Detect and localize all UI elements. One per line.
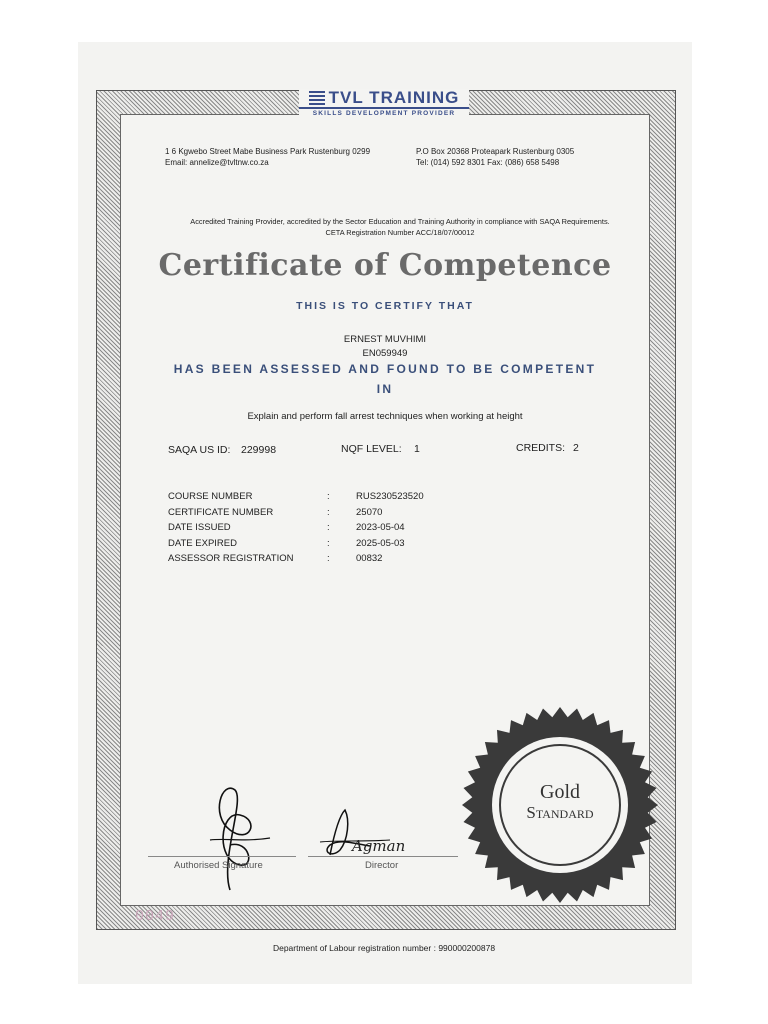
detail-separator: : — [327, 538, 330, 549]
detail-separator: : — [327, 491, 330, 502]
detail-separator: : — [327, 522, 330, 533]
footer-registration: Department of Labour registration number : 990000200878 — [272, 943, 496, 953]
detail-value: 2023-05-04 — [356, 522, 405, 533]
authorised-signature-caption: Authorised Signature — [174, 860, 263, 871]
recipient-id: EN059949 — [362, 348, 408, 359]
detail-separator: : — [327, 553, 330, 564]
director-signature-text: Agman — [352, 837, 406, 855]
phone-fax: Tel: (014) 592 8301 Fax: (086) 658 5498 — [416, 158, 560, 167]
accreditation-statement: Accredited Training Provider, accredited by the Sector Education and Training Authority in compliance with SAQA Requirements. CETA Registration Number ACC/18/07/00012 — [190, 217, 610, 237]
detail-value: 00832 — [356, 553, 383, 564]
serial-number: 0049 — [135, 908, 176, 925]
detail-row: COURSE NUMBER — [168, 491, 253, 502]
po-box: P.O Box 20368 Proteapark Rustenburg 0305 — [416, 147, 575, 156]
certificate-title: Certificate of Competence — [158, 248, 612, 283]
company-logo — [299, 89, 469, 117]
credits-label: CREDITS: — [516, 442, 566, 454]
street-address: 1 6 Kgwebo Street Mabe Business Park Rustenburg 0299 — [165, 147, 371, 156]
director-signature-line — [308, 856, 458, 857]
authorised-signature-mark — [200, 780, 280, 900]
credits-value: 2 — [573, 442, 579, 454]
unit-standard-title: Explain and perform fall arrest techniques when working at height — [247, 411, 523, 422]
detail-row: DATE ISSUED — [168, 522, 231, 533]
address-right — [416, 146, 574, 168]
logo-tagline: SKILLS DEVELOPMENT PROVIDER — [299, 107, 469, 118]
certify-statement: THIS IS TO CERTIFY THAT — [296, 300, 474, 312]
authorised-signature-line — [148, 856, 296, 857]
detail-value: 2025-05-03 — [356, 538, 405, 549]
detail-row: DATE EXPIRED — [168, 538, 237, 549]
director-signature-caption: Director — [365, 860, 399, 871]
logo-mark-icon — [309, 91, 325, 105]
seal-line-1: Gold — [540, 781, 580, 803]
detail-row: CERTIFICATE NUMBER — [168, 507, 274, 518]
saqa-label: SAQA US ID: — [168, 444, 231, 456]
in-statement: IN — [376, 382, 394, 396]
detail-value: 25070 — [356, 507, 383, 518]
email-address: Email: annelize@tvltnw.co.za — [165, 158, 269, 167]
assessed-statement: HAS BEEN ASSESSED AND FOUND TO BE COMPETENT — [173, 362, 597, 376]
seal-line-2: Standard — [526, 803, 594, 822]
nqf-label: NQF LEVEL: — [341, 443, 402, 455]
nqf-value: 1 — [414, 443, 420, 455]
detail-separator: : — [327, 507, 330, 518]
gold-standard-seal — [460, 705, 660, 905]
saqa-value: 229998 — [241, 444, 277, 456]
detail-row: ASSESSOR REGISTRATION — [168, 553, 294, 564]
logo-name: TVL TRAINING — [328, 88, 460, 107]
recipient-name: ERNEST MUVHIMI — [343, 334, 427, 345]
address-left — [165, 146, 370, 168]
detail-value: RUS230523520 — [356, 491, 424, 502]
